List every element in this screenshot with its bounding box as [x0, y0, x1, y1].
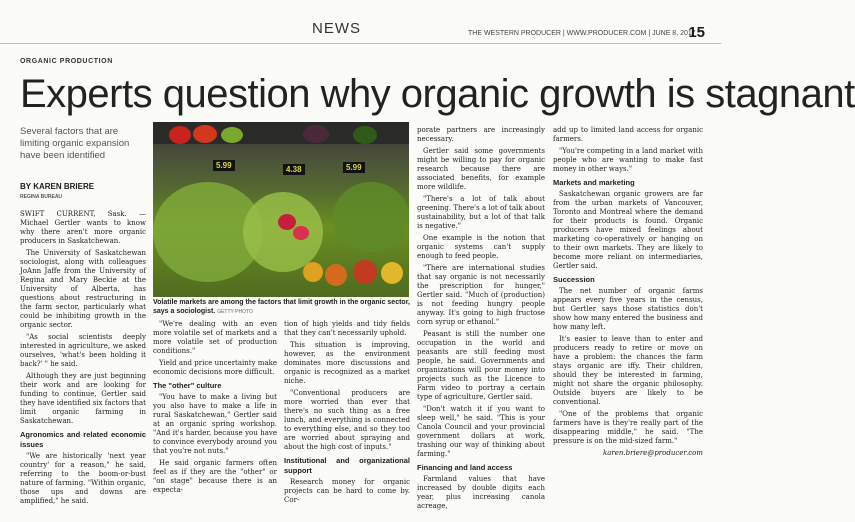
paragraph: "You're competing in a land market with people who are wanting to make fast money in other ways.": [553, 147, 703, 173]
paragraph: This situation is improving, however, as the environment dominates more discussions and organic is recognized as a market niche.: [284, 341, 410, 385]
price-tag: 4.38: [283, 164, 305, 175]
paragraph: "Conventional producers are more worried than ever that there's no such thing as a free lunch, and everything is connected to everything else, and so they too are worried about spraying and about the high cost of inputs.": [284, 389, 410, 451]
page-number: 15: [688, 24, 705, 41]
kicker: ORGANIC PRODUCTION: [20, 58, 113, 65]
paragraph: He said organic farmers often feel as if they are the "other" or "on stage" because there is an expecta-: [153, 459, 277, 494]
paragraph: Although they are just beginning their work and are looking for funding to continue, Gertler said they have identified six factors that limit organic farming in Saskatchewan.: [20, 372, 146, 425]
paragraph: "You have to make a living but you also have to make a life in rural Saskatchewan," Gertler said at an organic spring workshop. "And it's harder, because you have to convince everybody around you that you're not nuts.": [153, 393, 277, 455]
paragraph: It's easier to leave than to enter and producers ready to retire or move on have a problem: the chances the farm stays organic are iffy. Their children, should they be interested in farming, might not share the organic philosophy. Outside buyers are likely to be conventional.: [553, 335, 703, 406]
paragraph: add up to limited land access for organic farmers.: [553, 126, 703, 143]
headline: Experts question why organic growth is stagnant: [20, 72, 855, 116]
subhead: Financing and land access: [417, 463, 513, 472]
paragraph: Saskatchewan organic growers are far from the urban markets of Vancouver, Toronto and Montreal where the demand for their products is found. Organic producers have mixed feelings about marketing co-operatively or hanging on to their own markets. They are likely to become more reliant on intermediaries, Gertler said.: [553, 190, 703, 270]
article-column-5: [553, 126, 703, 516]
subhead: Institutional and organizational support: [284, 456, 410, 475]
paragraph: The University of Saskatchewan sociologist, along with colleagues JoAnn Jaffe from the University of Regina and Mary Beckie at the University of Alberta, has questions about restructuring in the farm sector, particularly what could be inhibiting growth in the organic sector.: [20, 249, 146, 329]
subhead: Agronomics and related economic issues: [20, 430, 146, 449]
byline: BY KAREN BRIERE: [20, 182, 95, 191]
paragraph: "We are historically 'next year country' for a reason," he said, referring to the boom-or-bust nature of farming. "Within organic, those ups and downs are amplified," he said.: [20, 452, 146, 505]
article-column-3: [284, 320, 410, 515]
produce-photo: [153, 122, 409, 297]
paragraph: "One of the problems that organic farmers have is they're really part of the disappearing middle," he said. "The pressure is on the mid-sized farm.": [553, 410, 703, 445]
paragraph: Farmland values that have increased by double digits each year, plus increasing canola acreage,: [417, 475, 545, 510]
paragraph: Gertler said some governments might be willing to pay for organic research because there are associated benefits, for example more wildlife.: [417, 147, 545, 191]
paragraph: porate partners are increasingly necessary.: [417, 126, 545, 143]
photo-credit: GETTY PHOTO: [217, 309, 253, 315]
paragraph: "There are international studies that say organic is not necessarily the prescription for hunger," Gertler said. "Much of (production) is not feeding hungry people anyway. It's going to high fructose corn syrup or ethanol.": [417, 264, 545, 326]
paragraph: "We're dealing with an even more volatile set of markets and a more volatile set of production conditions.": [153, 320, 277, 355]
subhead: Succession: [553, 275, 595, 284]
paragraph: Research money for organic projects can be hard to come by. Cor-: [284, 478, 410, 504]
paragraph: "Don't watch it if you want to sleep well," he said. "This is your Canola Council and your provincial government dollars at work, trashing our way of thinking about farming.": [417, 405, 545, 458]
paragraph: tion of high yields and tidy fields that they can't necessarily uphold.: [284, 320, 410, 337]
price-tag: 5.99: [213, 160, 235, 171]
paragraph: Yield and price uncertainty make economic decisions more difficult.: [153, 359, 277, 376]
paragraph: One example is the notion that organic systems can't supply enough to feed people.: [417, 234, 545, 260]
section-label: NEWS: [312, 20, 361, 37]
article-column-2: [153, 320, 277, 515]
price-tag: 5.99: [343, 162, 365, 173]
article-column-4: [417, 126, 545, 516]
subhead: The "other" culture: [153, 381, 222, 390]
paragraph: "As social scientists deeply interested in agriculture, we asked ourselves, 'what's been holding it back?' " he said.: [20, 333, 146, 368]
author-email: karen.briere@producer.com: [602, 449, 703, 457]
photo-caption: [153, 298, 411, 317]
article-column-1: [20, 210, 146, 510]
paragraph: The net number of organic farms appears every five years in the census, but Gertler says those statistics don't show how many entered the business and how many left.: [553, 287, 703, 331]
caption-text: Volatile markets are among the factors that limit growth in the organic sector, says a sociologist.: [153, 299, 410, 315]
deck: Several factors that are limiting organic expansion have been identified: [20, 126, 130, 161]
dateline-paragraph: SWIFT CURRENT, Sask. — Michael Gertler wants to know why there aren't more organic producers in Saskatchewan.: [20, 210, 146, 245]
folio-line: THE WESTERN PRODUCER | WWW.PRODUCER.COM | JUNE 8, 2017: [468, 30, 696, 37]
paragraph: Peasant is still the number one occupation in the world and peasants are still feeding most people, he said. Governments and organizations will pour money into projects such as the Licence to Farm video to portray a certain type of agriculture, Gertler said.: [417, 330, 545, 401]
subhead: Markets and marketing: [553, 178, 635, 187]
byline-role: REGINA BUREAU: [20, 194, 63, 200]
page-header: [0, 0, 721, 44]
paragraph: "There's a lot of talk about greening. There's a lot of talk about sustainability, but a lot of that talk is negative.": [417, 195, 545, 230]
